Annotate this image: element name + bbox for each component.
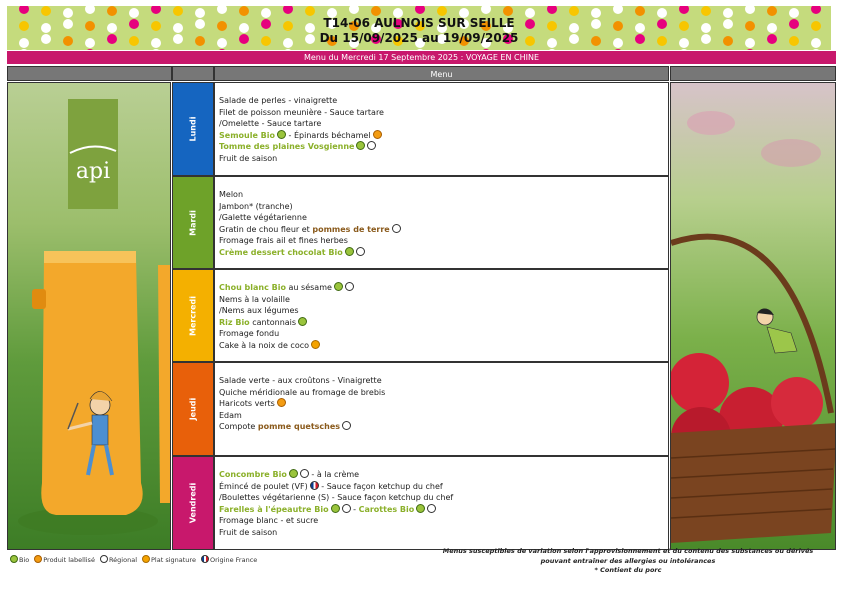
menu-highlight-text: Riz Bio [219, 317, 250, 327]
confetti-dot [613, 6, 623, 14]
day-label: Jeudi [188, 397, 198, 421]
header-cell-day [172, 66, 214, 81]
menu-line [219, 340, 668, 352]
confetti-dot [85, 49, 95, 50]
header-cell-right [670, 66, 836, 81]
day-label: Mardi [188, 209, 198, 236]
confetti-dot [811, 6, 821, 14]
boot-illustration [8, 83, 171, 550]
api-logo-box [68, 99, 118, 209]
confetti-dot [19, 49, 29, 50]
day-label: Lundi [188, 116, 198, 142]
menu-text: Compote [219, 422, 258, 432]
apple-basket-illustration [671, 83, 836, 550]
menu-dates: Du 15/09/2025 au 19/09/2025 [319, 31, 519, 45]
confetti-dot [239, 6, 249, 16]
legend [8, 555, 260, 564]
confetti-dot [547, 49, 557, 50]
menu-text: Filet de poisson meunière - Sauce tartare [219, 107, 384, 117]
confetti-dot [679, 49, 689, 50]
regional-icon [367, 141, 376, 150]
menu-text: Fromage blanc - et sucre [219, 516, 319, 526]
disclaimer [418, 547, 838, 576]
menu-line [219, 130, 668, 142]
menu-line [219, 118, 668, 130]
menu-text: /Galette végétarienne [219, 213, 307, 223]
legend-label: Plat signature [151, 556, 196, 564]
menu-cell-vendredi [214, 456, 669, 550]
menu-highlight-text: Farelles à l'épeautre Bio [219, 504, 329, 514]
regional-icon [392, 224, 401, 233]
menu-highlight-text: pommes de terre [312, 224, 390, 234]
confetti-dot [811, 49, 821, 50]
france-flag-icon [310, 481, 319, 490]
menu-highlight-text: Concombre Bio [219, 470, 287, 479]
regional-icon [300, 469, 309, 478]
legend-label: Origine France [209, 556, 258, 564]
signature-icon [311, 340, 320, 349]
menu-line [219, 469, 668, 481]
menu-line [219, 421, 668, 433]
menu-line [219, 481, 668, 493]
bio-icon [345, 247, 354, 256]
france-flag-icon [201, 555, 209, 563]
legend-item [199, 556, 257, 564]
confetti-dot [85, 6, 95, 14]
menu-highlight-text: Carottes Bio [358, 504, 415, 514]
menu-line [219, 224, 668, 236]
menu-line [219, 410, 668, 422]
menu-line [219, 328, 668, 340]
bio-icon [277, 130, 286, 139]
menu-text: Fromage frais ail et fines herbes [219, 236, 348, 246]
climbing-child-figure [757, 308, 797, 353]
confetti-dot [107, 6, 117, 16]
confetti-dot [679, 6, 689, 14]
menu-line [219, 107, 668, 119]
menu-title: T14-06 AULNOIS SUR SEILLE [323, 16, 515, 30]
regional-icon [342, 504, 351, 513]
menu-line [219, 317, 668, 329]
disclaimer-line2: pouvant entraîner des allergies ou intolérances [540, 556, 716, 565]
regional-icon [345, 282, 354, 291]
menu-line [219, 515, 668, 527]
menu-highlight-text: Crème dessert chocolat Bio [219, 247, 343, 257]
menu-text: Haricots verts [219, 399, 275, 409]
menu-text: Fromage fondu [219, 329, 280, 339]
confetti-dot [481, 6, 491, 14]
confetti-dot [635, 6, 645, 16]
day-column-jeudi [172, 362, 214, 456]
legend-item [32, 556, 95, 564]
menu-text: Émincé de poulet (VF) [219, 481, 308, 491]
legend-item [140, 556, 196, 564]
menu-cell-mardi [214, 176, 669, 269]
menu-line [219, 141, 668, 153]
menu-line [219, 387, 668, 399]
basket [671, 423, 836, 543]
confetti-dot [41, 6, 51, 16]
apple-basket-photo [670, 82, 836, 550]
legend-label: Régional [108, 556, 137, 564]
header-cell-left [7, 66, 172, 81]
confetti-dot [745, 49, 755, 50]
menu-text: Edam [219, 410, 242, 420]
menu-line [219, 153, 668, 165]
confetti-dot [569, 6, 579, 16]
confetti-dot [481, 49, 491, 50]
menu-line [219, 504, 668, 516]
confetti-dot [283, 6, 293, 14]
regional-icon [342, 421, 351, 430]
confetti-dot [745, 6, 755, 14]
menu-line [219, 398, 668, 410]
confetti-dot [437, 6, 447, 16]
bio-icon [289, 469, 298, 478]
confetti-dot [19, 6, 29, 14]
confetti-dot [283, 49, 293, 50]
menu-text: Salade verte - aux croûtons - Vinaigrette [219, 376, 382, 385]
label-icon [277, 398, 286, 407]
regional-icon [427, 504, 436, 513]
menu-text: Fruit de saison [219, 527, 278, 537]
menu-text: au sésame [285, 283, 332, 292]
boot-photo [7, 82, 171, 550]
label-icon [373, 130, 382, 139]
confetti-dot [151, 6, 161, 14]
menu-text: Jambon* (tranche) [219, 201, 293, 211]
confetti-dot [701, 6, 711, 16]
confetti-dot [415, 49, 425, 50]
menu-text: - Épinards béchamel [286, 130, 371, 140]
legend-label: Produit labellisé [43, 556, 95, 564]
theme-subtitle: Menu du Mercredi 17 Septembre 2025 : VOYAGE EN CHINE [7, 51, 836, 64]
header-banner [7, 6, 831, 50]
disclaimer-line1: Menus susceptibles de variation selon l'approvisionnement et du contenu des substances ou dérivés [442, 547, 814, 555]
bio-icon [10, 555, 18, 563]
menu-line [219, 305, 668, 317]
disclaimer-line3: * Contient du porc [594, 566, 662, 574]
menu-cell-lundi [214, 82, 669, 176]
legend-item [8, 556, 29, 564]
confetti-dot [349, 49, 359, 50]
label-icon [34, 555, 42, 563]
menu-text: /Boulettes végétarienne (S) - Sauce façon ketchup du chef [219, 493, 454, 503]
legend-item [98, 556, 137, 564]
menu-highlight-text: Tomme des plaines Vosgienne [219, 142, 355, 152]
menu-highlight-text: pomme quetsches [257, 422, 341, 432]
confetti-dot [173, 6, 183, 16]
menu-line [219, 201, 668, 213]
bio-icon [334, 282, 343, 291]
menu-text: Fruit de saison [219, 153, 278, 163]
confetti-dot [151, 49, 161, 50]
bio-icon [331, 504, 340, 513]
confetti-dot [349, 6, 359, 14]
menu-text: cantonnais [249, 317, 297, 327]
bio-icon [416, 504, 425, 513]
day-label: Mercredi [188, 295, 198, 336]
day-column-vendredi [172, 456, 214, 550]
day-column-mardi [172, 176, 214, 269]
regional-icon [100, 555, 108, 563]
confetti-dot [767, 6, 777, 16]
day-column-mercredi [172, 269, 214, 362]
day-column-lundi [172, 82, 214, 176]
menu-text: - [350, 504, 359, 514]
confetti-dot [415, 6, 425, 14]
menu-line [219, 375, 668, 387]
confetti-dot [371, 6, 381, 16]
menu-line [219, 492, 668, 504]
menu-text: Quiche méridionale au fromage de brebis [219, 387, 386, 397]
menu-text: Cake à la noix de coco [219, 340, 310, 350]
menu-text: Melon [219, 190, 244, 199]
menu-text: - à la crème [308, 470, 360, 479]
menu-line [219, 294, 668, 306]
confetti-dot [503, 6, 513, 16]
menu-highlight-text: Semoule Bio [219, 130, 276, 140]
confetti-dot [547, 6, 557, 14]
menu-column-header: Menu [214, 66, 669, 81]
menu-line [219, 212, 668, 224]
menu-line [219, 189, 668, 201]
menu-line [219, 95, 668, 107]
menu-text: /Omelette - Sauce tartare [219, 119, 322, 129]
menu-text: Salade de perles - vinaigrette [219, 96, 338, 105]
day-label: Vendredi [188, 482, 198, 524]
menu-highlight-text: Chou blanc Bio [219, 283, 286, 292]
menu-text: /Nems aux légumes [219, 306, 299, 316]
confetti-dot [217, 49, 227, 50]
menu-cell-jeudi [214, 362, 669, 456]
menu-text: - Sauce façon ketchup du chef [318, 481, 443, 491]
menu-text: Nems à la volaille [219, 294, 290, 304]
regional-icon [356, 247, 365, 256]
confetti-dot [217, 6, 227, 14]
yellow-boot [41, 257, 142, 515]
confetti-dot [613, 49, 623, 50]
menu-cell-mercredi [214, 269, 669, 362]
menu-text: Gratin de chou fleur et [219, 224, 313, 234]
legend-label: Bio [19, 556, 30, 564]
menu-line [219, 527, 668, 539]
api-logo-text: api [75, 159, 111, 184]
menu-line [219, 247, 668, 259]
signature-icon [142, 555, 150, 563]
menu-line [219, 235, 668, 247]
menu-line [219, 282, 668, 294]
confetti-dot [305, 6, 315, 16]
bio-icon [298, 317, 307, 326]
bio-icon [356, 141, 365, 150]
